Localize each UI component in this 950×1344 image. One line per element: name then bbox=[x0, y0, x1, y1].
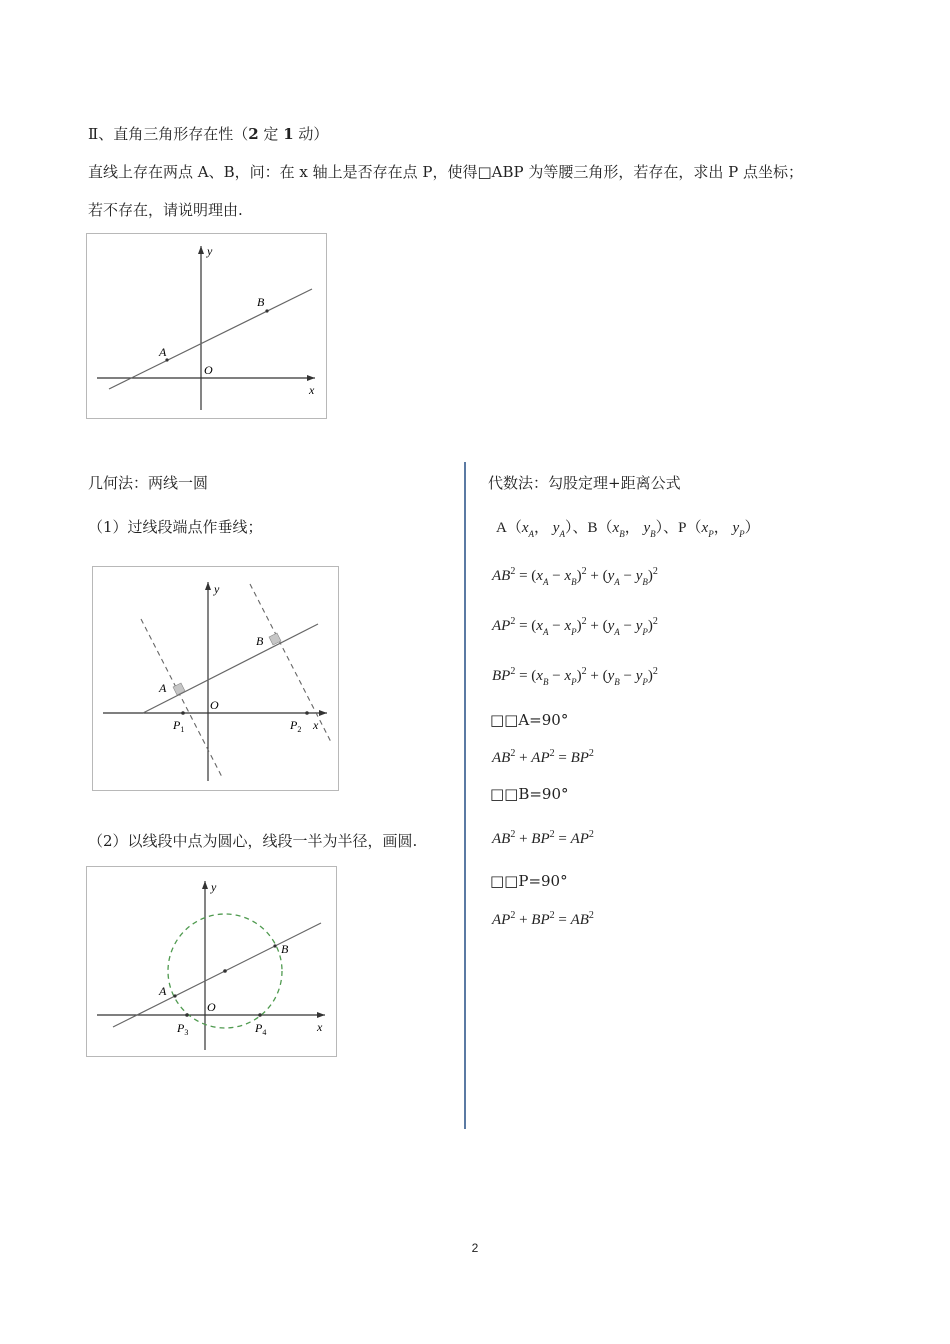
formula-bp-squared: $BP^2 = (x_B - x_P)^2 + (y_B - y_P)^2$ bbox=[492, 666, 658, 687]
case-angle-a: □□A=90° bbox=[490, 711, 569, 729]
fig1-y-label: y bbox=[207, 244, 213, 258]
fig1-point-a-label: A bbox=[159, 345, 167, 359]
fig2-point-b-label: B bbox=[256, 634, 264, 648]
section-title-prefix: Ⅱ、直角三角形存在性（ bbox=[88, 125, 249, 143]
fig3-p3-label: $P_3$ bbox=[177, 1021, 189, 1037]
geometry-step-1: （1）过线段端点作垂线； bbox=[88, 518, 263, 536]
equation-angle-b: $AB^2 + BP^2 = AP^2$ bbox=[492, 829, 594, 847]
fig3-point-b-label: B bbox=[281, 942, 289, 956]
formula-ap-squared: $AP^2 = (x_A - x_P)^2 + (y_A - y_P)^2$ bbox=[492, 616, 658, 637]
fig2-p2-label: $P_2$ bbox=[290, 718, 302, 734]
fig2-x-label: x bbox=[313, 718, 319, 732]
fig2-point-a-label: A bbox=[159, 681, 167, 695]
figure-3-circle bbox=[86, 866, 337, 1057]
figure-1-svg bbox=[87, 234, 326, 418]
fig2-y-label: y bbox=[214, 582, 220, 596]
equation-angle-a: $AB^2 + AP^2 = BP^2$ bbox=[492, 748, 594, 766]
section-title bbox=[88, 124, 328, 144]
fig3-origin-label: O bbox=[207, 1000, 216, 1014]
fig3-y-label: y bbox=[211, 880, 217, 894]
figure-3-svg bbox=[87, 867, 336, 1056]
fig3-point-a-label: A bbox=[159, 984, 167, 998]
page-number: 2 bbox=[471, 1241, 479, 1255]
fig1-point-b-label: B bbox=[257, 295, 265, 309]
fig1-x-label: x bbox=[309, 383, 315, 397]
figure-1-coordinate-plot bbox=[86, 233, 327, 419]
fig2-p1-label: $P_1$ bbox=[173, 718, 185, 734]
fig3-p4-label: $P_4$ bbox=[255, 1021, 267, 1037]
section-title-suffix: 动） bbox=[293, 125, 329, 143]
problem-line-2: 若不存在，请说明理由. bbox=[88, 201, 243, 219]
geometry-step-2: （2）以线段中点为圆心，线段一半为半径，画圆. bbox=[88, 832, 418, 850]
fig1-origin-label: O bbox=[204, 363, 213, 377]
figure-2-perpendicular-lines bbox=[92, 566, 339, 791]
case-angle-b: □□B=90° bbox=[490, 785, 569, 803]
formula-ab-squared: $AB^2 = (x_A - x_B)^2 + (y_A - y_B)^2$ bbox=[492, 566, 658, 587]
section-title-mid: 定 bbox=[258, 125, 284, 143]
fig2-origin-label: O bbox=[210, 698, 219, 712]
problem-line-1: 直线上存在两点 A、B，问：在 x 轴上是否存在点 P，使得□ABP 为等腰三角形，若存在，求出 P 点坐标； bbox=[88, 163, 804, 181]
equation-angle-p: $AP^2 + BP^2 = AB^2$ bbox=[492, 910, 594, 928]
point-coordinates-line: $A(x_A$， $y_A$）、$B(x_B$， $y_B$）、$P(x_P$， $y_P$） bbox=[496, 520, 760, 539]
column-divider bbox=[464, 462, 466, 1129]
fig3-x-label: x bbox=[317, 1020, 323, 1034]
section-title-n1: 2 bbox=[248, 125, 259, 143]
section-title-n2: 1 bbox=[283, 125, 294, 143]
case-angle-p: □□P=90° bbox=[490, 872, 568, 890]
algebra-method-title: 代数法：勾股定理+距离公式 bbox=[488, 474, 681, 492]
geometry-method-title: 几何法：两线一圆 bbox=[88, 474, 209, 492]
figure-2-svg bbox=[93, 567, 338, 790]
